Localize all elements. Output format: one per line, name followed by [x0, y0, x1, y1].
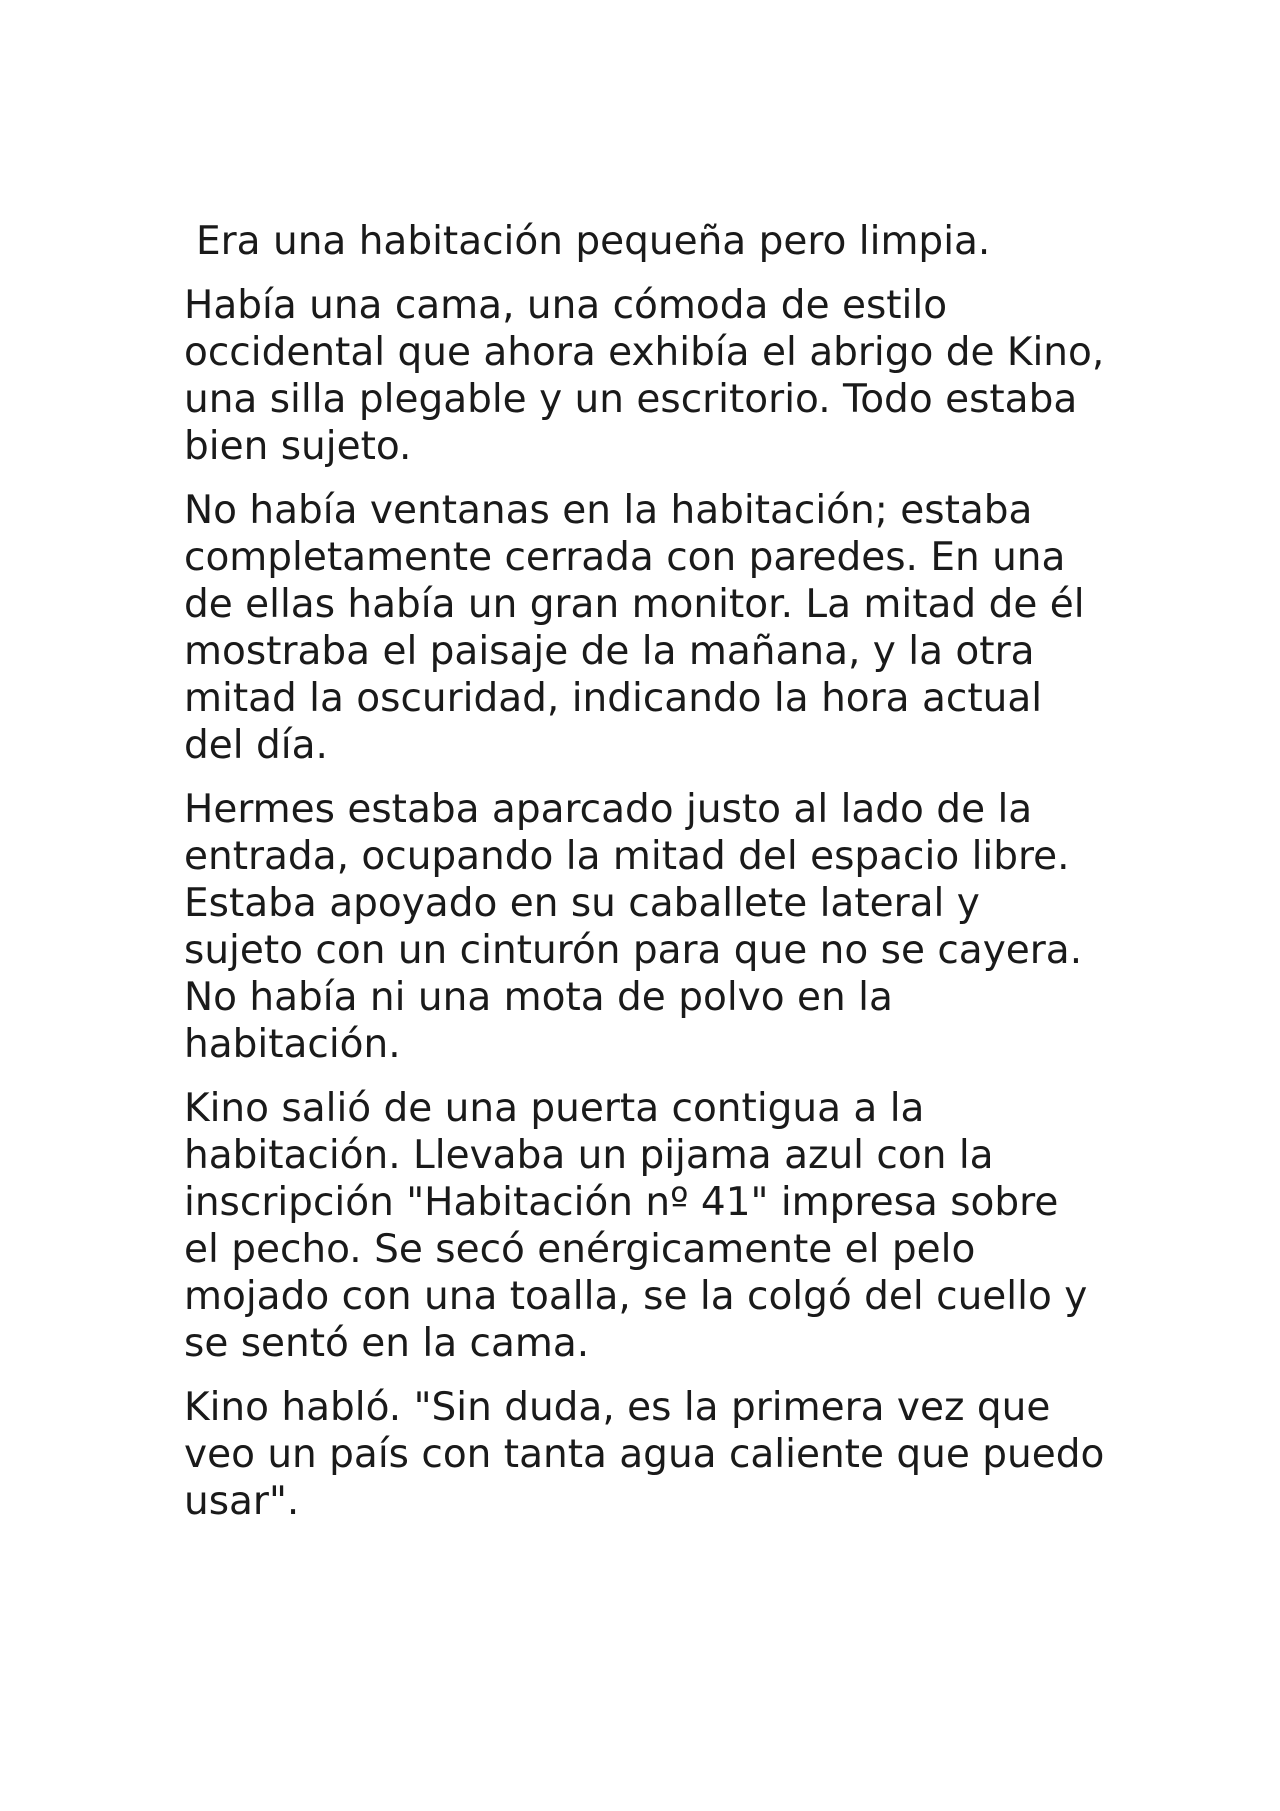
paragraph-4: Hermes estaba aparcado justo al lado de la entrada, ocupando la mitad del espacio libre. Estaba apoyado en su caballete lateral y sujeto con un cinturón para que no se cayera. No había ni una mota de polvo en la habitación.: [184, 787, 1083, 1067]
paragraph-3: No había ventanas en la habitación; estaba completamente cerrada con paredes. En una de ellas había un gran monitor. La mitad de él mostraba el paisaje de la mañana, y la otra mitad la oscuridad, indicando la hora actual del día.: [184, 488, 1085, 768]
paragraph-6: Kino habló. "Sin duda, es la primera vez que veo un país con tanta agua caliente que puedo usar".: [184, 1385, 1105, 1524]
document-body: [184, 218, 1124, 1542]
paragraph-2: Había una cama, una cómoda de estilo occidental que ahora exhibía el abrigo de Kino, una silla plegable y un escritorio. Todo estaba bien sujeto.: [184, 283, 1105, 469]
paragraph-1: Era una habitación pequeña pero limpia.: [196, 219, 991, 264]
paragraph-5: Kino salió de una puerta contigua a la habitación. Llevaba un pijama azul con la inscripción "Habitación nº 41" impresa sobre el pecho. Se secó enérgicamente el pelo mojado con una toalla, se la colgó del cuello y se sentó en la cama.: [184, 1086, 1088, 1366]
